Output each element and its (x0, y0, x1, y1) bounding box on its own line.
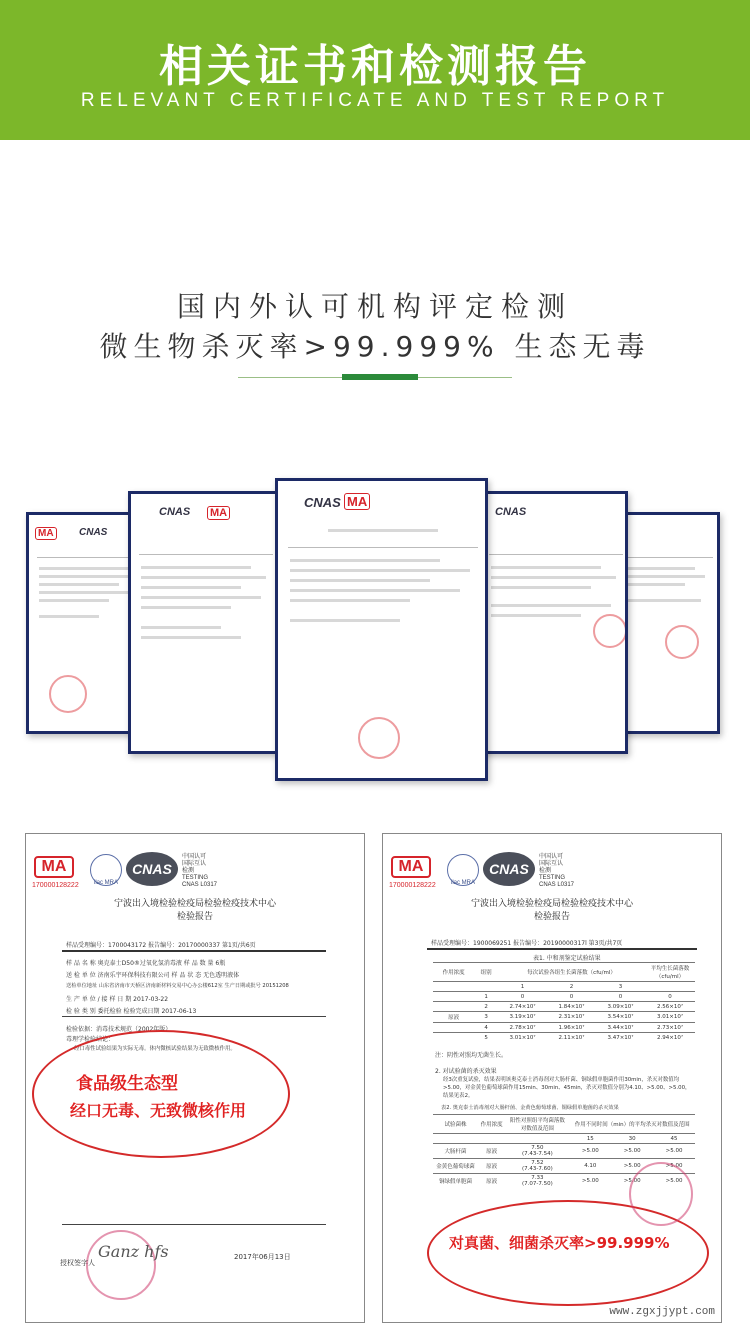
highlight-claim: 经口无毒、无致微核作用 (70, 1101, 247, 1120)
cnas-logo: CNAS (159, 506, 191, 518)
certificate-thumbnail (128, 491, 278, 754)
ilac-logo: ilac MRA (90, 854, 122, 886)
cma-logo: MA (344, 493, 370, 510)
headline-line-2: 微生物杀灭率>99.999% 生态无毒 (99, 330, 651, 363)
table-note: 注：阴性对照均无菌生长。 (435, 1052, 508, 1059)
cnas-logo: CNAS (304, 495, 341, 510)
watermark: www.zgxjjypt.com (609, 1306, 715, 1318)
table-title: 表1. 中和剂鉴定试验结果 (533, 955, 601, 962)
kill-rate-table: 试验菌株 作用浓度 阳性对照组平均菌落数对数值及范围 作用不同时间（min）的平均杀灭对数值及范围 15 30 45 大肠杆菌 原液 7.50 (7.43-7.54) >5.00 >5.00 >5.00 金黄色葡萄球菌 原液 7.52 (7.43-7.60) 4.10 >5.00 >5.00 铜绿假单胞菌 原液 7.33 (7.07-7.50) >5.00 >5.00 >5.00 (433, 1114, 695, 1188)
cma-number: 170000128222 (32, 882, 79, 889)
highlight-claim: 对真菌、细菌杀灭率>99.999% (449, 1234, 670, 1252)
report-organization: 宁波出入境检验检疫局检验检疫技术中心 (113, 899, 276, 909)
header-banner (0, 0, 750, 140)
report-number: 样品受理编号：1700043172 报告编号：20170000337 第1页/共6页 (66, 942, 256, 949)
official-seal (629, 1162, 693, 1226)
table-row: 金黄色葡萄球菌 原液 7.52 (7.43-7.60) 4.10 >5.00 >5.00 (433, 1159, 695, 1174)
report-row: 生 产 单 位 / 接 样 日 期 2017-03-22 (66, 996, 169, 1003)
report-type: 检验报告 (176, 912, 213, 922)
cma-number: 170000128222 (389, 882, 436, 889)
seal-stamp (593, 614, 627, 648)
cnas-logo: CNAS (495, 506, 527, 518)
report-organization: 宁波出入境检验检疫局检验检疫技术中心 (470, 899, 633, 909)
conclusion-title: 毒理学检验结论： (66, 1036, 115, 1043)
table-row: 4 2.78×10⁷ 1.96×10⁷ 3.44×10⁷ 2.73×10⁷ (433, 1023, 695, 1033)
cma-logo: MA (34, 856, 74, 878)
cnas-caption: 中国认可 国际互认 检测 TESTING CNAS L0317 (182, 854, 218, 888)
table-row: 原液 3 3.19×10⁷ 2.31×10⁷ 3.54×10⁷ 3.01×10⁷ (433, 1012, 695, 1023)
sterilization-report (382, 833, 722, 1323)
headline-line-1: 国内外认可机构评定检测 (176, 290, 573, 323)
ilac-logo: ilac MRA (447, 854, 479, 886)
report-row: 样 品 名 称 奥克泰士D50®过氧化氢消毒液 样 品 数 量 6瓶 (66, 960, 226, 967)
seal-stamp (358, 717, 400, 759)
table-row: 大肠杆菌 原液 7.50 (7.43-7.54) >5.00 >5.00 >5.00 (433, 1144, 695, 1159)
cnas-logo: CNAS (126, 852, 178, 886)
table-row: 2 2.74×10⁷ 1.84×10⁷ 3.09×10⁷ 2.56×10⁷ (433, 1002, 695, 1012)
divider-accent (342, 374, 418, 380)
table-row: 铜绿假单胞菌 原液 7.33 (7.07-7.50) >5.00 >5.00 >5.00 (433, 1174, 695, 1189)
banner-subtitle: RELEVANT CERTIFICATE AND TEST REPORT (80, 90, 670, 111)
report-row: 送检单位地址 山东省济南市天桥区济南新材料交易中心办公楼612室 生产日期或批号 20151208 (66, 983, 289, 989)
highlight-title: 食品级生态型 (76, 1074, 178, 1094)
highlight-ellipse (32, 1030, 290, 1158)
certificate-thumbnail (275, 478, 488, 781)
test-basis: 检验依据：消毒技术规范（2002年版） (66, 1026, 172, 1033)
section-heading: 2. 对试验菌的杀灭效果 (435, 1068, 497, 1075)
report-row: 检 验 类 别 委托检验 检验完成日期 2017-06-13 (66, 1008, 197, 1015)
certificate-thumbnail (478, 491, 628, 754)
official-seal (86, 1230, 156, 1300)
cma-logo: MA (391, 856, 431, 878)
signer-label: 授权签字人 (60, 1259, 95, 1267)
cma-logo: MA (207, 506, 230, 520)
cnas-caption: 中国认可 国际互认 检测 TESTING CNAS L0317 (539, 854, 575, 888)
table-row: 5 3.01×10⁷ 2.11×10⁷ 3.47×10⁷ 2.94×10⁷ (433, 1033, 695, 1043)
conclusion-text: 经口毒性试验结果为实际无毒。体内微核试验结果为无致微核作用。 (74, 1046, 236, 1052)
signature: Ganz hfs (98, 1242, 169, 1261)
cma-logo: MA (35, 527, 57, 540)
seal-stamp (665, 625, 699, 659)
neutralizer-table: 作用浓度 组别 每次试验各组生长菌落数（cfu/ml） 平均生长菌落数（cfu/ml） 1 2 3 1 0 0 0 0 2 2.74×10⁷ 1.84×10⁷ 3.09×10⁷ 2.56×10⁷ 原液 3 3.19×10⁷ 2.31×10⁷ 3.54×10⁷ 3.01×10⁷ 4 2.78×10⁷ 1.96×10⁷ 3.44×10⁷ 2.73×10⁷ 5 3.01×10⁷ 2.11×10⁷ 3.47×10⁷ 2.94×10⁷ (433, 962, 695, 1043)
seal-stamp (49, 675, 87, 713)
cnas-logo: CNAS (79, 527, 108, 538)
report-date: 2017年06月13日 (234, 1253, 291, 1261)
report-row: 送 检 单 位 济南乐宇环保科技有限公司 样 品 状 态 无色透明液体 (66, 972, 240, 979)
table-title: 表2. 奥克泰士消毒剂对大肠杆菌、金黄色葡萄球菌、铜绿假单胞菌的杀灭效果 (441, 1105, 619, 1111)
toxicology-report (25, 833, 365, 1323)
section-text: 经3次重复试验，结果表明该奥克泰士消毒剂对大肠杆菌、铜绿假单胞菌作用30min，杀灭对数值均>5.00，对金黄色葡萄球菌作用15min、30min、45min，杀灭对数值分别为4.10、>5.00、>5.00，结果见表2。 (443, 1077, 691, 1099)
banner-title: 相关证书和检测报告 (159, 41, 591, 92)
cnas-logo: CNAS (483, 852, 535, 886)
table-row: 1 0 0 0 0 (433, 992, 695, 1002)
report-type: 检验报告 (533, 912, 570, 922)
report-number: 样品受理编号：1900069251 报告编号：20190000317l 第3页/共7页 (431, 940, 623, 947)
